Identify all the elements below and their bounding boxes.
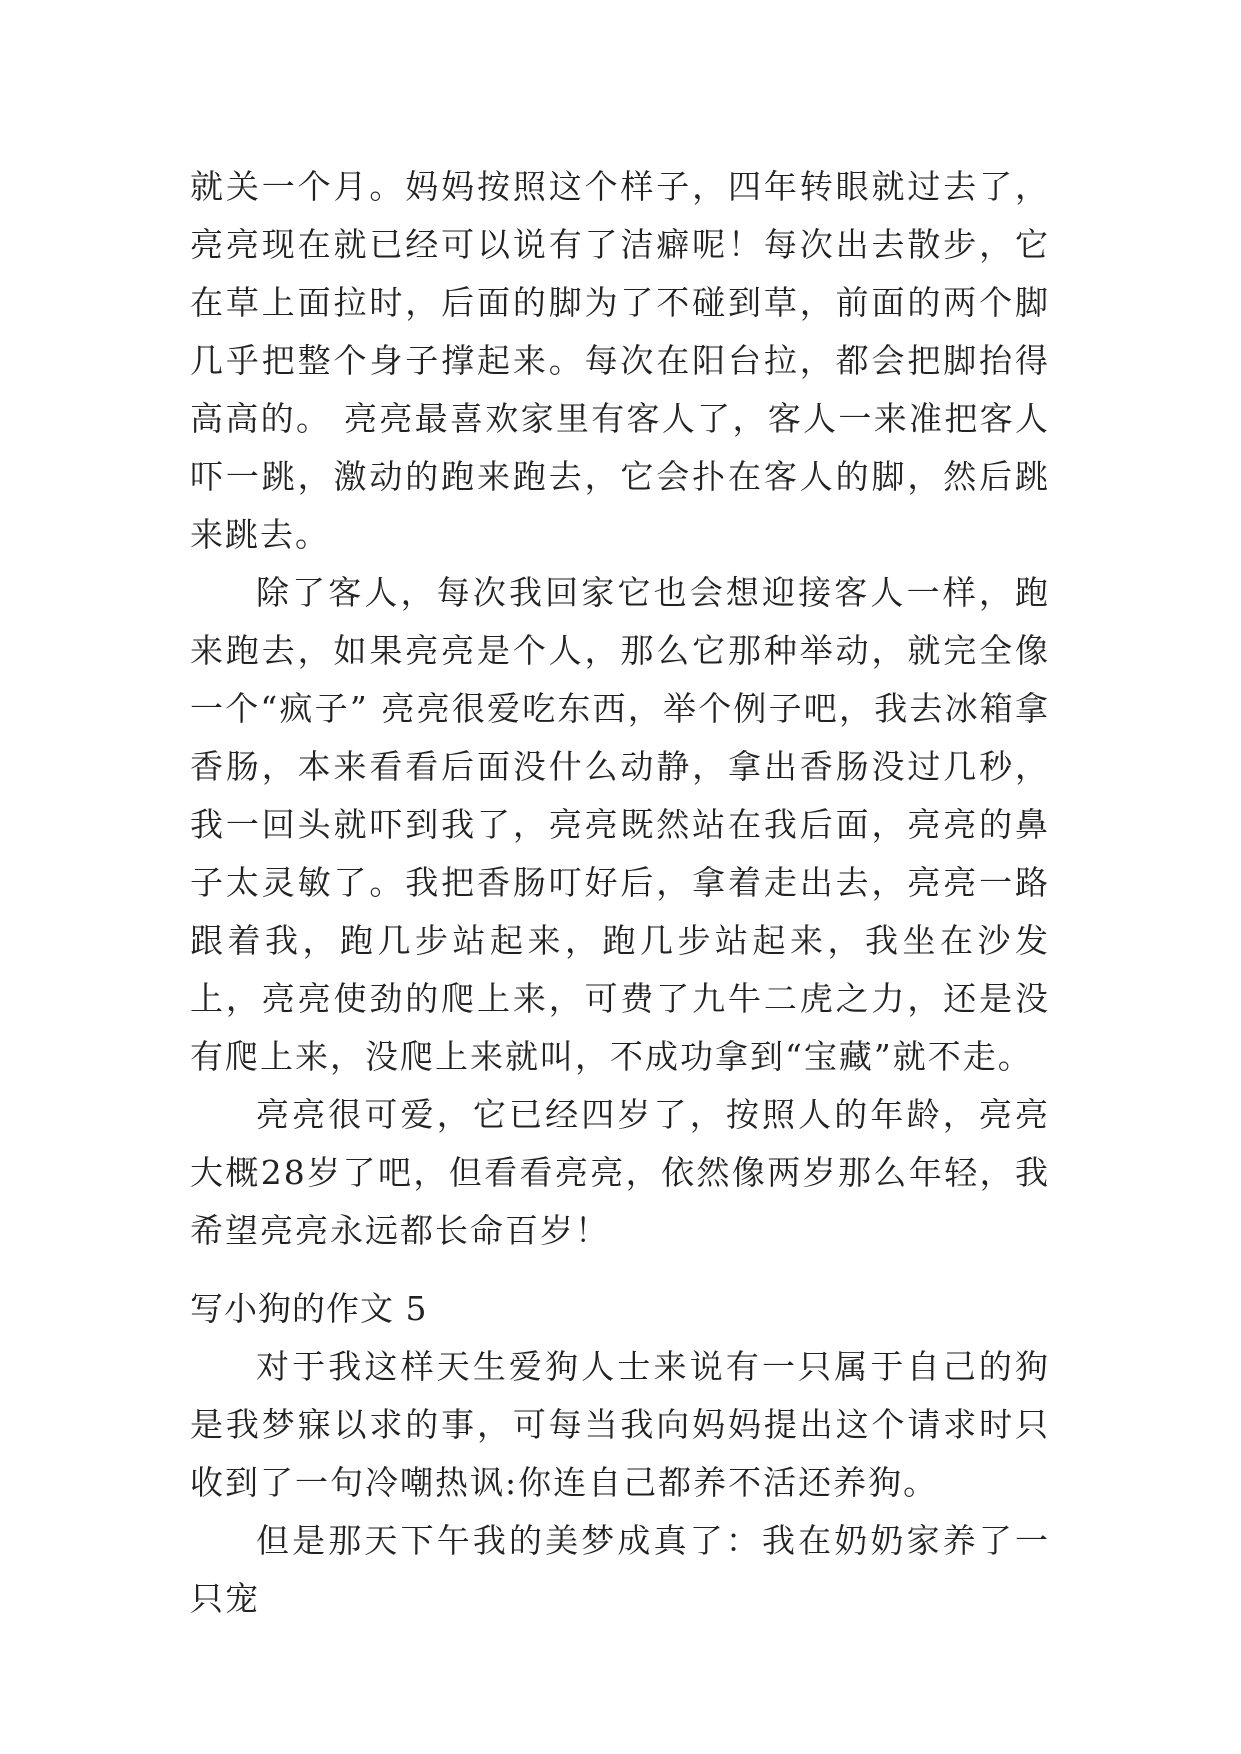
paragraph: 但是那天下午我的美梦成真了：我在奶奶家养了一只宠	[190, 1521, 1050, 1618]
essay-body	[190, 158, 1050, 1260]
section-title: 写小狗的作文 5	[190, 1289, 428, 1328]
paragraph: 亮亮很可爱，它已经四岁了，按照人的年龄，亮亮大概28岁了吧，但看看亮亮，依然像两岁那么年轻，我希望亮亮永远都长命百岁！	[190, 1095, 1050, 1250]
paragraph: 对于我这样天生爱狗人士来说有一只属于自己的狗是我梦寐以求的事，可每当我向妈妈提出这个请求时只收到了一句冷嘲热讽:你连自己都养不活还养狗。	[190, 1347, 1050, 1502]
essay-body-5	[190, 1338, 1050, 1628]
paragraph: 就关一个月。妈妈按照这个样子，四年转眼就过去了，亮亮现在就已经可以说有了洁癖呢！每次出去散步，它在草上面拉时，后面的脚为了不碰到草，前面的两个脚几乎把整个身子撑起来。每次在阳台拉，都会把脚抬得高高的。 亮亮最喜欢家里有客人了，客人一来准把客人吓一跳，激动的跑来跑去，它会扑在客人的脚，然后跳来跳去。	[190, 167, 1050, 554]
paragraph: 除了客人，每次我回家它也会想迎接客人一样，跑来跑去，如果亮亮是个人，那么它那种举动，就完全像一个“疯子” 亮亮很爱吃东西，举个例子吧，我去冰箱拿香肠，本来看看后面没什么动静，拿出香肠没过几秒，我一回头就吓到我了，亮亮既然站在我后面，亮亮的鼻子太灵敏了。我把香肠叮好后，拿着走出去，亮亮一路跟着我，跑几步站起来，跑几步站起来，我坐在沙发上，亮亮使劲的爬上来，可费了九牛二虎之力，还是没有爬上来，没爬上来就叫，不成功拿到“宝藏”就不走。	[190, 573, 1050, 1076]
